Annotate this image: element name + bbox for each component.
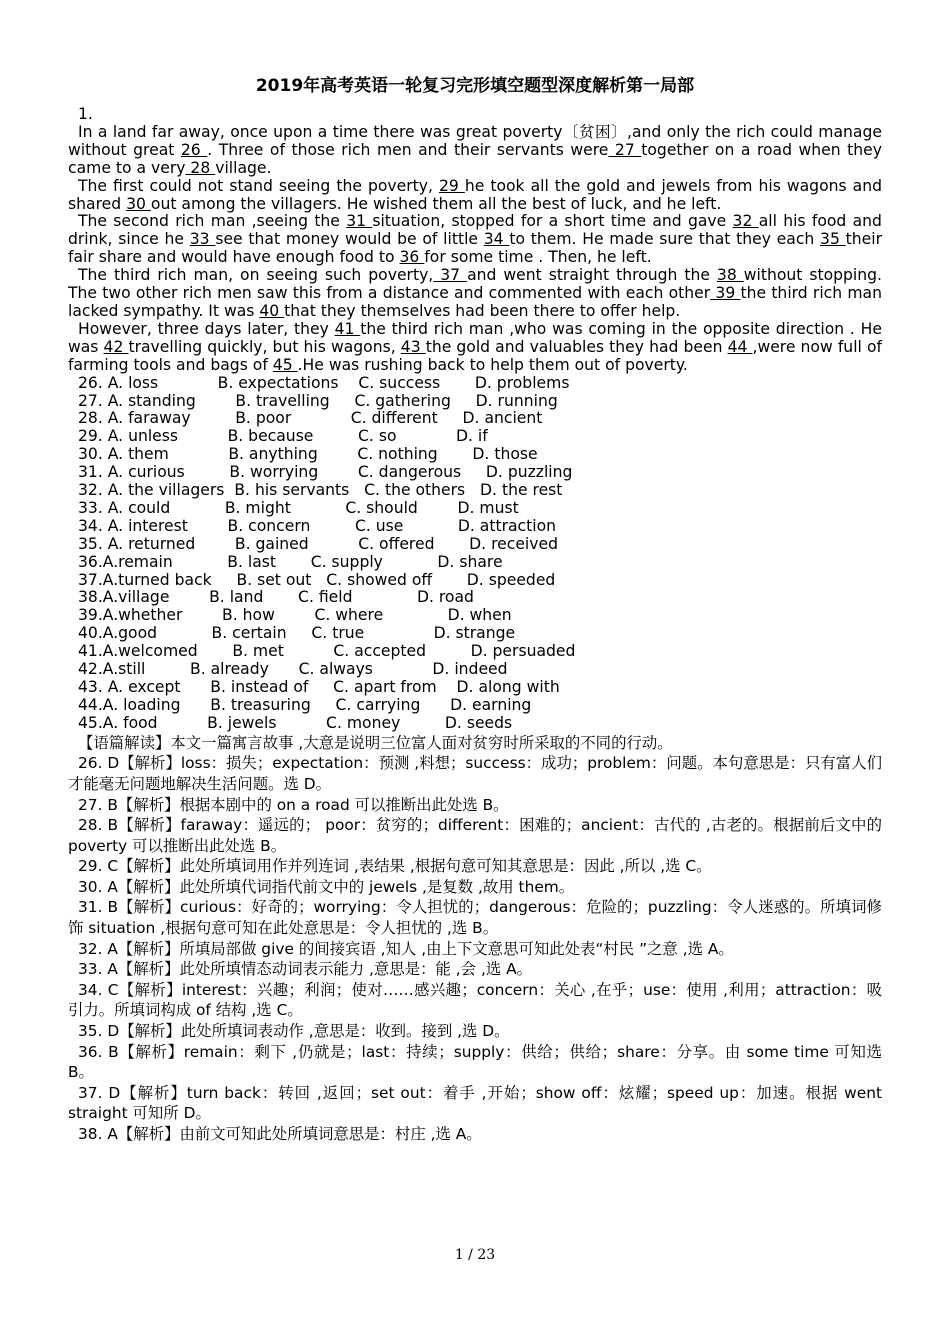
answer-blank: 33 xyxy=(189,230,216,249)
answer-blank: 30 xyxy=(126,194,151,213)
passage-text: and went straight through the xyxy=(467,266,717,285)
passage-text: together on a road when they came to a very xyxy=(68,140,882,177)
page-number: 1 / 23 xyxy=(454,1247,496,1263)
passage-text: the gold and valuables they had been xyxy=(425,337,728,356)
analysis-paragraph: 37. D【解析】turn back：转回 ,返回；set out：着手 ,开始；show off：炫耀；speed up：加速。根据 went straight 可知所 D。 xyxy=(68,1083,882,1123)
option-row: 32. A. the villagers B. his servants C. the others D. the rest xyxy=(78,481,563,500)
analysis-paragraph: 35. D【解析】此处所填词表动作 ,意思是：收到。接到 ,选 D。 xyxy=(78,1022,510,1041)
analysis-paragraph: 38. A【解析】由前文可知此处所填词意思是：村庄 ,选 A。 xyxy=(78,1125,482,1143)
answer-blank: 34 xyxy=(483,230,510,249)
answer-blank: 37 xyxy=(433,266,468,285)
question-number: 1. xyxy=(78,105,93,123)
option-row: 43. A. except B. instead of C. apart from D. along with xyxy=(78,678,560,696)
cloze-passage xyxy=(68,124,882,375)
passage-text: situation, stopped for a short time and gave xyxy=(372,212,733,231)
analysis-paragraph: 28. B【解析】faraway：遥远的； poor：贫穷的；different：困难的；ancient：古代的 ,古老的。根据前后文中的 poverty 可以推断出此处选 B。 xyxy=(68,816,882,855)
option-row: 29. A. unless B. because C. so D. if xyxy=(78,427,488,446)
answer-blank: 32 xyxy=(732,212,759,231)
passage-text: However, three days later, they xyxy=(78,319,335,338)
option-row: 30. A. them B. anything C. nothing D. those xyxy=(78,445,538,464)
passage-text: In a land far away, once upon a time there was great poverty〔贫困〕,and only the rich could manage without great xyxy=(68,122,882,159)
option-row: 44.A. loading B. treasuring C. carrying D. earning xyxy=(78,695,532,714)
option-row: 34. A. interest B. concern C. use D. attraction xyxy=(78,516,556,535)
document-body xyxy=(68,106,882,1145)
passage-text: the third rich man ,who was coming in the opposite direction . He was xyxy=(68,319,882,356)
passage-text: travelling quickly, but his wagons, xyxy=(128,337,401,356)
passage-text: The third rich man, on seeing such poverty, xyxy=(78,266,434,285)
option-row: 35. A. returned B. gained C. offered D. received xyxy=(78,534,558,553)
option-row: 39.A.whether B. how C. where D. when xyxy=(78,606,512,625)
passage-text: .He was rushing back to help them out of poverty. xyxy=(297,355,688,374)
answer-blank: 39 xyxy=(710,284,741,303)
answer-blank: 36 xyxy=(399,248,425,267)
passage-paragraph xyxy=(68,321,882,375)
passage-paragraph xyxy=(68,178,882,214)
option-row: 36.A.remain B. last C. supply D. share xyxy=(78,552,503,571)
answer-blank: 27 xyxy=(608,140,642,159)
passage-text: that they themselves had been there to offer help. xyxy=(284,301,681,320)
analysis-paragraph: 29. C【解析】此处所填词用作并列连词 ,表结果 ,根据句意可知其意思是：因此 ,所以 ,选 C。 xyxy=(78,857,712,876)
option-row: 42.A.still B. already C. always D. indeed xyxy=(78,660,508,679)
passage-paragraph xyxy=(68,213,882,267)
analysis-paragraph: 33. A【解析】此处所填情态动词表示能力 ,意思是：能 ,会 ,选 A。 xyxy=(78,960,533,979)
answer-blank: 44 xyxy=(727,337,753,356)
passage-text: to them. He made sure that they each xyxy=(509,230,821,249)
passage-text: all his food and drink, since he xyxy=(68,212,882,249)
answer-blank: 43 xyxy=(400,337,426,356)
option-row: 45.A. food B. jewels C. money D. seeds xyxy=(78,713,513,732)
analysis-paragraph: 30. A【解析】此处所填代词指代前文中的 jewels ,是复数 ,故用 them。 xyxy=(78,877,575,896)
answer-blank: 45 xyxy=(272,355,298,374)
analysis-paragraph: 【语篇解读】本文一篇寓言故事 ,大意是说明三位富人面对贫穷时所采取的不同的行动。 xyxy=(78,733,673,752)
option-row: 41.A.welcomed B. met C. accepted D. persuaded xyxy=(78,642,576,661)
answer-blank: 26 xyxy=(180,140,208,159)
answer-blank: 42 xyxy=(103,337,129,356)
answer-blank: 29 xyxy=(438,176,465,195)
option-row: 28. A. faraway B. poor C. different D. ancient xyxy=(78,409,543,428)
passage-text: out among the villagers. He wished them all the best of luck, and he left. xyxy=(150,194,722,213)
option-row: 26. A. loss B. expectations C. success D. problems xyxy=(78,373,570,392)
analysis-paragraph: 32. A【解析】所填局部做 give 的间接宾语 ,知人 ,由上下文意思可知此处表“村民 ”之意 ,选 A。 xyxy=(78,939,734,958)
passage-text: their fair share and would have enough food to xyxy=(68,230,882,267)
analysis-paragraph: 36. B【解析】remain：剩下 ,仍就是；last：持续；supply：供给；供给；share：分享。由 some time 可知选 B。 xyxy=(68,1042,882,1082)
passage-paragraph xyxy=(68,267,882,321)
analysis-paragraph: 34. C【解析】interest：兴趣；利润；使对……感兴趣；concern：关心 ,在乎；use：使用 ,利用；attraction：吸引力。所填词构成 of 结构 ,选 C。 xyxy=(68,980,882,1020)
passage-text: The second rich man ,seeing the xyxy=(78,212,347,231)
passage-text: see that money would be of little xyxy=(215,230,484,249)
option-row: 33. A. could B. might C. should D. must xyxy=(78,498,519,517)
answer-options xyxy=(68,375,882,733)
passage-text: he took all the gold and jewels from his wagons and shared xyxy=(68,176,882,213)
answer-blank: 28 xyxy=(185,158,216,177)
option-row: 27. A. standing B. travelling C. gathering D. running xyxy=(78,391,558,410)
answer-blank: 35 xyxy=(820,230,846,249)
passage-text: for some time . Then, he left. xyxy=(424,248,652,267)
option-row: 38.A.village B. land C. field D. road xyxy=(78,588,474,607)
passage-text: without stopping. The two other rich men saw this from a distance and commented with each other xyxy=(68,266,882,303)
answer-blank: 31 xyxy=(346,212,373,231)
passage-text: ,were now full of farming tools and bags of xyxy=(68,337,882,374)
answer-blank: 41 xyxy=(334,319,361,338)
passage-text: The first could not stand seeing the poverty, xyxy=(78,176,439,195)
passage-paragraph xyxy=(68,124,882,178)
option-row: 31. A. curious B. worrying C. dangerous D. puzzling xyxy=(78,463,573,482)
analysis-paragraph: 27. B【解析】根据本剧中的 on a road 可以推断出此处选 B。 xyxy=(78,795,509,814)
passage-text: . Three of those rich men and their servants were xyxy=(207,140,609,159)
option-row: 40.A.good B. certain C. true D. strange xyxy=(78,624,516,643)
answer-analysis xyxy=(68,733,882,1145)
analysis-paragraph: 31. B【解析】curious：好奇的；worrying：令人担忧的；dangerous：危险的；puzzling：令人迷惑的。所填词修饰 situation ,根据句意可知在此处意思是：令人担忧的 ,选 B。 xyxy=(68,898,882,938)
passage-text: the third rich man lacked sympathy. It was xyxy=(68,284,882,320)
analysis-paragraph: 26. D【解析】loss：损失；expectation：预测 ,料想；success：成功；problem：问题。本句意思是：只有富人们才能毫无问题地解决生活问题。选 D。 xyxy=(68,754,882,793)
page-title: 2019年高考英语一轮复习完形填空题型深度解析第一局部 xyxy=(255,76,695,96)
answer-blank: 38 xyxy=(716,266,744,285)
option-row: 37.A.turned back B. set out C. showed off D. speeded xyxy=(78,570,556,589)
answer-blank: 40 xyxy=(259,301,285,320)
passage-text: village. xyxy=(215,158,272,177)
